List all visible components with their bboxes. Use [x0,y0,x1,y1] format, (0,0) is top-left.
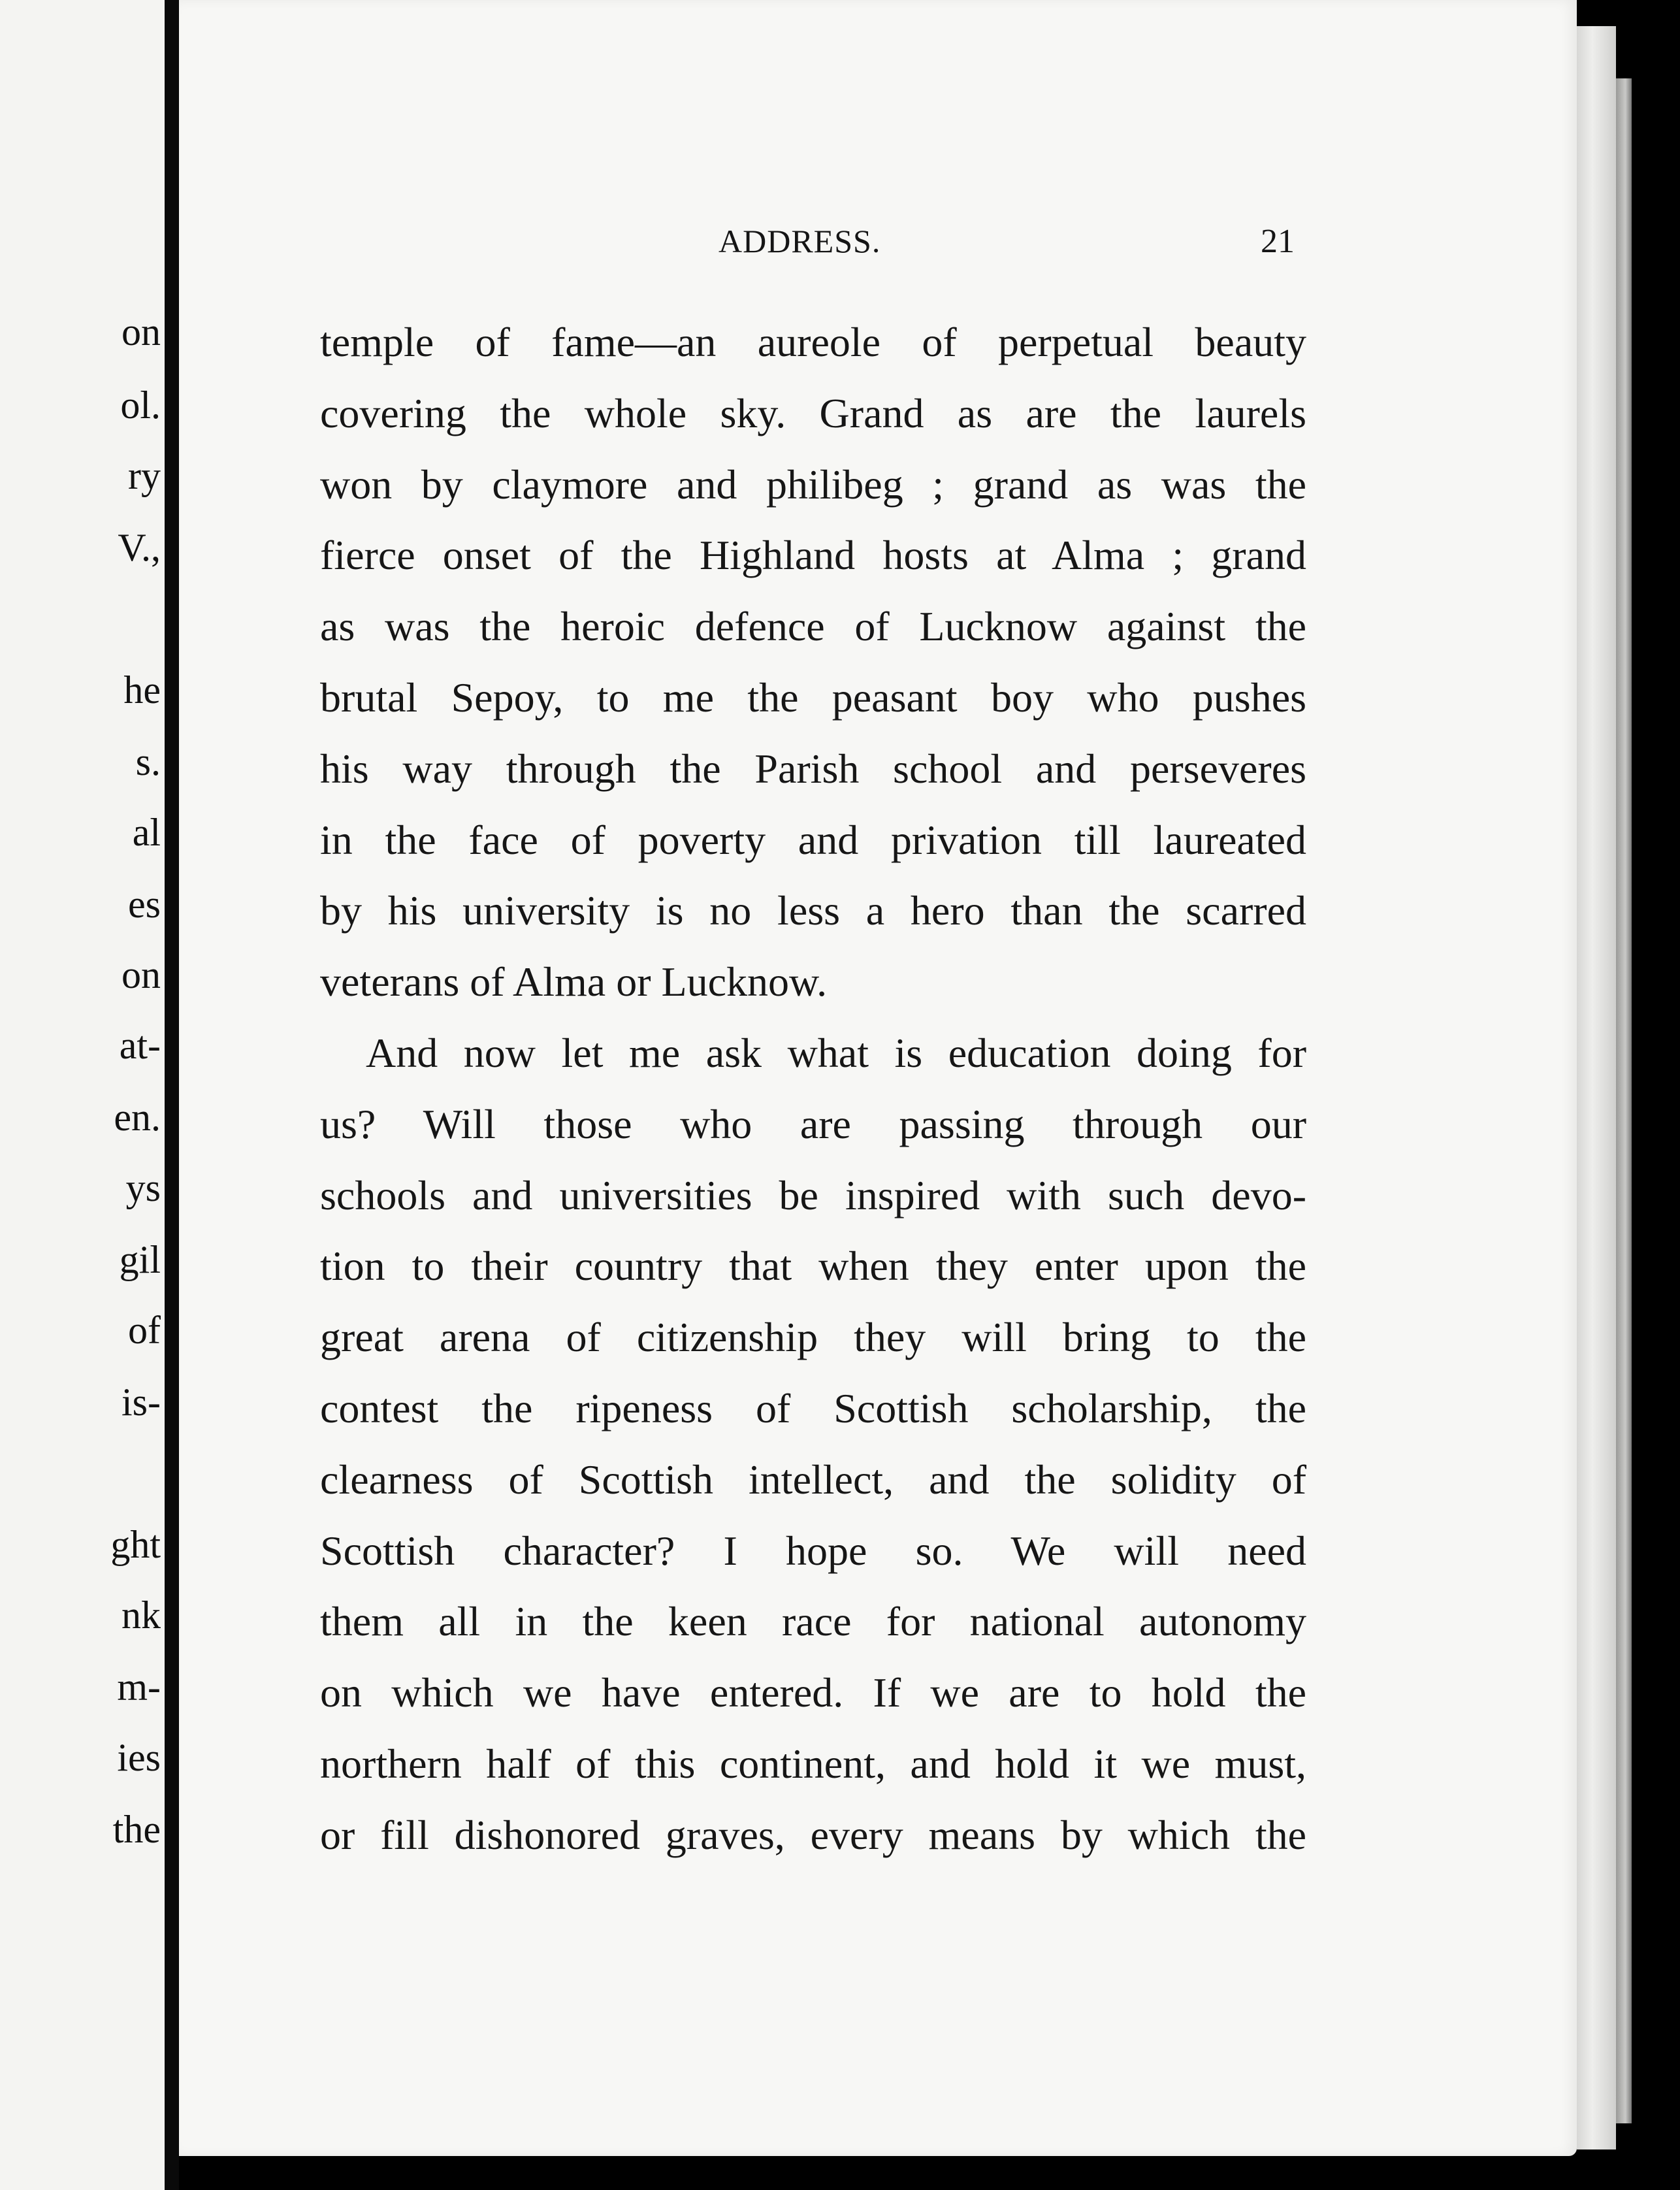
left-page-fragment: ies [117,1736,161,1779]
left-page-fragment: is- [121,1381,161,1424]
left-page-fragment: at- [119,1024,161,1067]
left-page-fragment: gil [119,1238,161,1281]
text-line: clearness of Scottish intellect, and the solidity of [320,1456,1306,1503]
page-edge [1577,26,1616,2149]
left-page-fragment: ry [128,454,161,497]
left-page-fragment: ys [125,1166,161,1209]
left-page-fragment: m- [117,1665,161,1708]
text-line: brutal Sepoy, to me the peasant boy who pushes [320,674,1306,721]
left-page-fragment: he [123,668,161,711]
text-line: won by claymore and philibeg ; grand as was the [320,461,1306,508]
left-page-fragment: nk [121,1593,161,1637]
left-page-fragment: s. [135,740,161,783]
text-line: us? Will those who are passing through our [320,1100,1306,1147]
left-page-fragment: ght [110,1523,161,1566]
text-line: fierce onset of the Highland hosts at Alma ; grand [320,532,1306,579]
left-page-fragment: of [128,1309,161,1352]
left-page-fragment: en. [114,1096,161,1139]
text-line: his way through the Parish school and perseveres [320,745,1306,792]
left-page-fragment: on [121,953,161,996]
paragraph [320,1018,1306,1871]
text-line: tion to their country that when they enter upon the [320,1243,1306,1290]
text-line: as was the heroic defence of Lucknow against the [320,603,1306,650]
left-page-fragment: ol. [120,384,161,427]
left-page-fragment: the [112,1808,161,1851]
text-line: Scottish character? I hope so. We will need [320,1527,1306,1574]
page-edge-shadow [1616,78,1632,2123]
body-text [320,307,1306,1871]
text-line: covering the whole sky. Grand as are the laurels [320,389,1306,436]
text-line: And now let me ask what is education doing for [366,1029,1306,1076]
left-page-fragment: es [128,883,161,926]
book-gutter [165,0,179,2190]
text-line: veterans of Alma or Lucknow. [320,958,828,1005]
text-line: in the face of poverty and privation till laureated [320,816,1306,863]
text-line: on which we have entered. If we are to hold the [320,1669,1306,1716]
text-line: contest the ripeness of Scottish scholarship, the [320,1384,1306,1431]
left-page-fragment: on [121,310,161,353]
left-page-fragment: al [132,811,161,854]
paragraph [320,307,1306,1018]
text-line: schools and universities be inspired with such devo- [320,1171,1306,1218]
text-line: or fill dishonored graves, every means by which the [320,1811,1306,1858]
text-line: them all in the keen race for national autonomy [320,1598,1306,1645]
text-line: temple of fame—an aureole of perpetual beauty [320,319,1306,365]
running-head: ADDRESS. [719,223,881,259]
text-line: great arena of citizenship they will bring to the [320,1314,1306,1361]
left-facing-page [0,0,165,2190]
text-line: by his university is no less a hero than the scarred [320,887,1306,934]
left-page-fragment: V., [118,526,161,569]
text-line: northern half of this continent, and hold it we must, [320,1740,1306,1787]
page-number: 21 [1261,223,1295,260]
